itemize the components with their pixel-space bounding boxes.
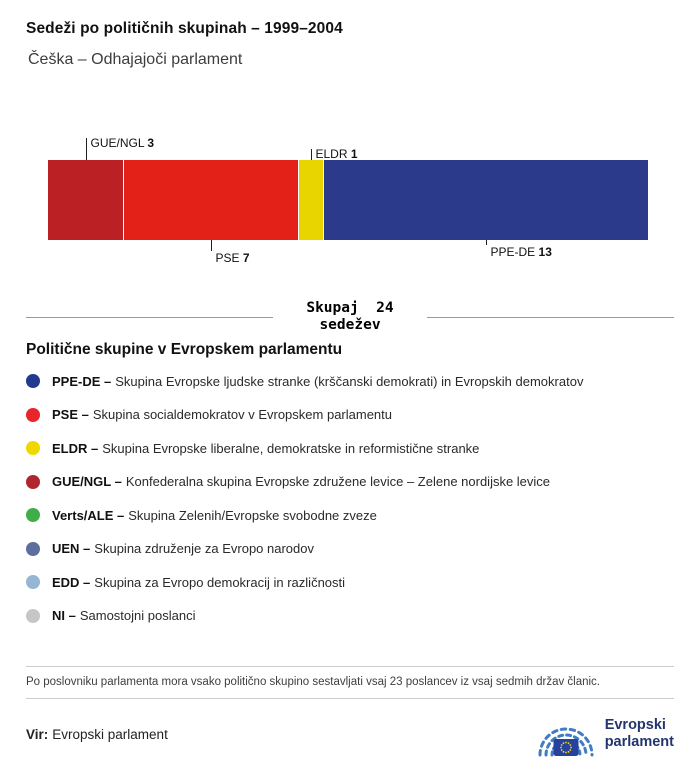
- group-desc: Skupina Evropske liberalne, demokratske in reformistične stranke: [102, 440, 480, 456]
- group-desc: Skupina združenje za Evropo narodov: [94, 541, 314, 556]
- group-color-dot: [26, 542, 40, 556]
- group-desc: Konfederalna skupina Evropske združene levice – Zelene nordijske levice: [125, 474, 551, 489]
- bar-label-ppe-de: [491, 246, 552, 259]
- legend-item: [26, 540, 674, 558]
- legend-item: [26, 573, 674, 591]
- bar-label-abbr: PPE-DE: [490, 245, 539, 259]
- group-desc: Skupina za Evropo demokracij in različnosti: [94, 574, 346, 590]
- label-tick-gue-ngl: [86, 138, 87, 160]
- group-abbr: Verts/ALE –: [52, 507, 125, 523]
- label-tick-pse: [211, 240, 212, 251]
- legend-section: [26, 341, 674, 640]
- footnote-text: Po poslovniku parlamenta mora vsako politično skupino sestavljati vsaj 23 poslancev iz vsaj sedmih držav članic.: [26, 676, 601, 688]
- group-abbr: ELDR –: [52, 440, 99, 456]
- legend-item: [26, 439, 674, 457]
- legend-item: [26, 372, 674, 390]
- bar-label-eldr: [316, 148, 358, 161]
- divider-rule-right: [427, 317, 674, 318]
- bar-label-value: 13: [538, 245, 552, 259]
- stacked-bar: [48, 160, 648, 240]
- bar-label-abbr: ELDR: [315, 147, 351, 161]
- total-seats-line2: sedežev: [319, 317, 381, 334]
- legend-item: [26, 607, 674, 625]
- divider-rule-left: [26, 317, 273, 318]
- bar-segment-eldr: [298, 160, 323, 240]
- label-tick-eldr: [311, 149, 312, 160]
- bar-segment-gue-ngl: [48, 160, 123, 240]
- bar-segment-pse: [123, 160, 298, 240]
- ep-logo-text-line1: Evropski: [604, 717, 666, 734]
- ep-logo-text: [605, 717, 674, 750]
- bar-label-gue-ngl: [91, 137, 155, 150]
- legend-item: [26, 506, 674, 524]
- legend-heading: Politične skupine v Evropskem parlamentu: [26, 341, 343, 358]
- bar-segment-ppe-de: [323, 160, 648, 240]
- source-text: [26, 727, 168, 742]
- group-abbr: PPE-DE –: [52, 373, 112, 389]
- label-tick-ppe-de: [486, 240, 487, 245]
- eu-flag: [553, 739, 578, 756]
- page-title: Sedeži po političnih skupinah – 1999–2004: [26, 20, 343, 37]
- group-abbr: PSE –: [52, 407, 89, 422]
- group-abbr: NI –: [52, 608, 76, 623]
- seats-chart: [48, 130, 648, 275]
- group-color-dot: [26, 609, 40, 623]
- group-color-dot: [26, 441, 40, 455]
- total-seats-label: [273, 300, 426, 335]
- group-abbr: EDD –: [52, 574, 91, 590]
- group-color-dot: [26, 408, 40, 422]
- legend-item: [26, 473, 674, 491]
- ep-logo: [537, 711, 674, 757]
- bar-label-value: 1: [350, 147, 358, 161]
- source-label: Vir:: [26, 726, 49, 742]
- group-color-dot: [26, 575, 40, 589]
- legend-list: [26, 372, 674, 625]
- page-subtitle: Češka – Odhajajoči parlament: [28, 51, 243, 68]
- bar-label-value: 7: [242, 251, 250, 265]
- legend-item: [26, 406, 674, 424]
- group-desc: Samostojni poslanci: [79, 608, 196, 623]
- header: [26, 20, 343, 69]
- ep-logo-text-line2: parlament: [604, 734, 674, 750]
- source-value: Evropski parlament: [52, 726, 168, 742]
- group-desc: Skupina socialdemokratov v Evropskem parlamentu: [92, 407, 392, 422]
- bar-label-abbr: PSE: [215, 251, 243, 265]
- bar-label-abbr: GUE/NGL: [90, 136, 148, 150]
- bar-label-pse: [216, 252, 250, 265]
- ep-logo-icon: [537, 711, 595, 757]
- group-color-dot: [26, 374, 40, 388]
- group-color-dot: [26, 475, 40, 489]
- bar-label-value: 3: [147, 136, 155, 150]
- total-seats-line1: Skupaj 24: [306, 300, 394, 316]
- group-desc: Skupina Zelenih/Evropske svobodne zveze: [128, 507, 377, 523]
- group-abbr: UEN –: [52, 541, 91, 556]
- group-desc: Skupina Evropske ljudske stranke (krščanski demokrati) in Evropskih demokratov: [115, 373, 584, 389]
- group-color-dot: [26, 508, 40, 522]
- source-row: [26, 708, 674, 760]
- total-seats-divider: [26, 300, 674, 335]
- footnote-block: [26, 666, 674, 699]
- group-abbr: GUE/NGL –: [52, 474, 122, 489]
